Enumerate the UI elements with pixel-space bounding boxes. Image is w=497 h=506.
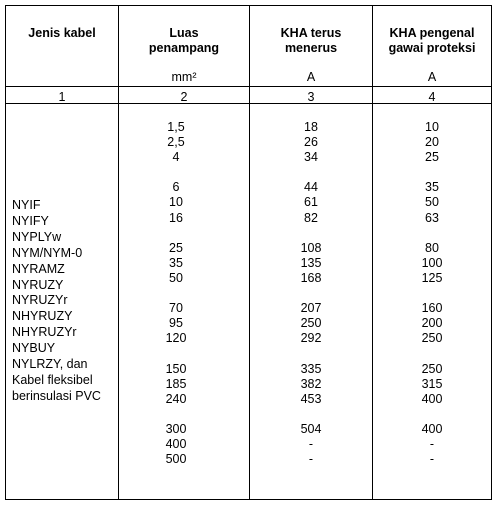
- cross-section-value: 240: [165, 391, 187, 406]
- cable-type-item: NYRUZY: [12, 277, 64, 292]
- cable-type-item: NYIFY: [12, 213, 49, 228]
- kha-protection-value: 160: [421, 301, 443, 316]
- kha-continuous-value: 168: [300, 270, 322, 285]
- kha-continuous-value: [250, 165, 372, 180]
- cross-section-value: 25: [169, 240, 183, 255]
- cable-type-list: [12, 198, 101, 405]
- unit-kha-protection: A: [427, 70, 437, 84]
- kha-protection-value: -: [429, 436, 435, 451]
- kha-protection-value: 315: [421, 376, 443, 391]
- kha-continuous-value: 250: [300, 316, 322, 331]
- kha-continuous-value: -: [308, 452, 314, 467]
- cross-section-values: [111, 120, 241, 467]
- kha-protection-value: 250: [421, 361, 443, 376]
- column-number-2: 2: [180, 90, 188, 104]
- cable-type-item: NYIF: [12, 198, 41, 212]
- cross-section-value: 16: [169, 210, 183, 225]
- kha-protection-value: 25: [425, 150, 439, 165]
- kha-continuous-value: 82: [304, 210, 318, 225]
- cable-type-item: NYBUY: [12, 341, 56, 356]
- kha-continuous-value: 61: [304, 195, 318, 210]
- kha-continuous-value: [250, 226, 372, 241]
- cross-section-value: 35: [169, 255, 183, 270]
- kha-protection-value: 50: [425, 195, 439, 210]
- kha-continuous-value: [250, 346, 372, 361]
- kha-protection-value: 10: [425, 120, 439, 134]
- cross-section-value: 70: [169, 301, 183, 316]
- kha-protection-value: 63: [425, 210, 439, 225]
- cross-section-value: [111, 407, 241, 422]
- kha-protection-value: [373, 226, 491, 241]
- kha-continuous-value: 335: [300, 361, 322, 376]
- kha-protection-value: 20: [425, 135, 439, 150]
- cross-section-value: 2,5: [167, 135, 185, 150]
- cross-section-value: 400: [165, 436, 187, 451]
- header-divider: [6, 86, 491, 87]
- cable-type-item: NYRUZYr: [12, 293, 68, 308]
- cable-type-item: NYPLYw: [12, 229, 62, 244]
- cable-type-item: NYM/NYM-0: [12, 245, 83, 260]
- cross-section-value: 300: [165, 421, 187, 436]
- kha-continuous-value: 453: [300, 391, 322, 406]
- kha-continuous-value: [250, 407, 372, 422]
- cable-type-item: NHYRUZY: [12, 309, 73, 324]
- cable-type-item: Kabel fleksibel: [12, 372, 93, 387]
- kha-protection-value: 80: [425, 240, 439, 255]
- kha-continuous-value: 504: [300, 421, 322, 436]
- cross-section-value: 120: [165, 331, 187, 346]
- cross-section-value: [111, 165, 241, 180]
- kha-continuous-value: 135: [300, 255, 322, 270]
- kha-protection-value: [373, 286, 491, 301]
- kha-protection-value: 200: [421, 316, 443, 331]
- cross-section-value: 10: [169, 195, 183, 210]
- kha-protection-value: [373, 346, 491, 361]
- kha-continuous-value: 382: [300, 376, 322, 391]
- kha-continuous-value: 44: [304, 180, 318, 195]
- kha-protection-value: [373, 165, 491, 180]
- header-cable-type: Jenis kabel: [28, 26, 96, 40]
- header-cross-section: Luas penampang: [148, 26, 220, 55]
- kha-protection-value: 400: [421, 421, 443, 436]
- header-kha-protection: KHA pengenal gawai proteksi: [388, 26, 476, 55]
- cable-capacity-table: [5, 5, 492, 500]
- column-number-3: 3: [307, 90, 315, 104]
- kha-protection-value: 400: [421, 391, 443, 406]
- kha-continuous-value: 207: [300, 301, 322, 316]
- kha-protection-value: -: [429, 452, 435, 467]
- kha-protection-values: [373, 120, 491, 467]
- kha-continuous-value: 18: [304, 120, 318, 134]
- cross-section-value: 4: [172, 150, 180, 165]
- cross-section-value: 50: [169, 270, 183, 285]
- cable-type-item: berinsulasi PVC: [12, 388, 101, 403]
- kha-continuous-values: [250, 120, 372, 467]
- kha-protection-value: 125: [421, 270, 443, 285]
- cross-section-value: 1,5: [167, 120, 185, 134]
- cross-section-value: 6: [172, 180, 180, 195]
- cable-type-item: NYRAMZ: [12, 261, 65, 276]
- kha-protection-value: [373, 407, 491, 422]
- column-number-1: 1: [58, 90, 66, 104]
- cross-section-value: [111, 286, 241, 301]
- kha-continuous-value: 26: [304, 135, 318, 150]
- kha-protection-value: 35: [425, 180, 439, 195]
- unit-area: mm²: [171, 70, 197, 84]
- kha-continuous-value: 108: [300, 240, 322, 255]
- cross-section-value: 150: [165, 361, 187, 376]
- kha-protection-value: 250: [421, 331, 443, 346]
- kha-continuous-value: [250, 286, 372, 301]
- header-kha-continuous: KHA terus menerus: [280, 26, 342, 55]
- cable-type-item: NHYRUZYr: [12, 325, 77, 340]
- column-number-4: 4: [428, 90, 436, 104]
- cable-type-item: NYLRZY, dan: [12, 357, 88, 372]
- kha-continuous-value: 34: [304, 150, 318, 165]
- cross-section-value: [111, 346, 241, 361]
- unit-kha-continuous: A: [306, 70, 316, 84]
- kha-protection-value: 100: [421, 255, 443, 270]
- kha-continuous-value: 292: [300, 331, 322, 346]
- cross-section-value: 500: [165, 452, 187, 467]
- kha-continuous-value: -: [308, 436, 314, 451]
- cross-section-value: [111, 226, 241, 241]
- cross-section-value: 95: [169, 316, 183, 331]
- cross-section-value: 185: [165, 376, 187, 391]
